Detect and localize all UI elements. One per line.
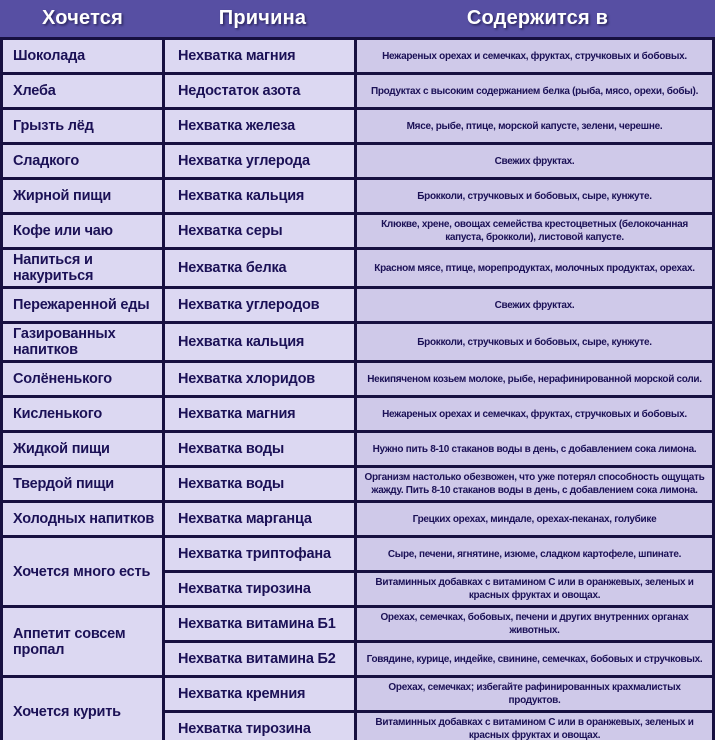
- craving-cell: Сладкого: [3, 145, 162, 177]
- table-row: [3, 503, 712, 535]
- source-cell: Нежареных орехах и семечках, фруктах, стручковых и бобовых.: [357, 40, 712, 72]
- cause-cell: Нехватка углеродов: [165, 289, 354, 321]
- cause-cell: Недостаток азота: [165, 75, 354, 107]
- craving-cell: Хлеба: [3, 75, 162, 107]
- craving-cell: Грызть лёд: [3, 110, 162, 142]
- table-row: [3, 678, 712, 710]
- column-header-cause: Причина: [218, 7, 307, 29]
- source-cell: Брокколи, стручковых и бобовых, сыре, кунжуте.: [357, 324, 712, 360]
- craving-cell: Кисленького: [3, 398, 162, 430]
- source-cell: Продуктах с высоким содержанием белка (рыба, мясо, орехи, бобы).: [357, 75, 712, 107]
- cause-cell: Нехватка витамина Б2: [165, 643, 354, 675]
- cause-cell: Нехватка железа: [165, 110, 354, 142]
- cause-cell: Нехватка кремния: [165, 678, 354, 710]
- cause-cell: Нехватка серы: [165, 215, 354, 247]
- craving-cell: Солёненького: [3, 363, 162, 395]
- table-row: [3, 250, 712, 286]
- cause-cell: Нехватка углерода: [165, 145, 354, 177]
- column-header-source: Содержится в: [466, 7, 609, 29]
- craving-cell: Шоколада: [3, 40, 162, 72]
- source-cell: Витаминных добавках с витамином С или в оранжевых, зеленых и красных фруктах и овощах.: [357, 573, 712, 605]
- table-row: [3, 468, 712, 500]
- cause-cell: Нехватка витамина Б1: [165, 608, 354, 640]
- source-cell: Нужно пить 8-10 стаканов воды в день, с добавлением сока лимона.: [357, 433, 712, 465]
- craving-cell: Кофе или чаю: [3, 215, 162, 247]
- table-row: [3, 215, 712, 247]
- source-cell: Свежих фруктах.: [357, 145, 712, 177]
- cause-cell: Нехватка белка: [165, 250, 354, 286]
- craving-cell: Аппетит совсем пропал: [3, 608, 162, 675]
- source-cell: Грецких орехах, миндале, орехах-пеканах, голубике: [357, 503, 712, 535]
- source-cell: Клюкве, хрене, овощах семейства крестоцветных (белокочанная капуста, брокколи), листовой капусте.: [357, 215, 712, 247]
- source-cell: Сыре, печени, ягнятине, изюме, сладком картофеле, шпинате.: [357, 538, 712, 570]
- source-cell: Некипяченом козьем молоке, рыбе, нерафинированной морской соли.: [357, 363, 712, 395]
- source-cell: Витаминных добавках с витамином С или в оранжевых, зеленых и красных фруктах и овощах.: [357, 713, 712, 740]
- cause-cell: Нехватка тирозина: [165, 713, 354, 740]
- craving-cell: Хочется много есть: [3, 538, 162, 605]
- craving-cell: Холодных напитков: [3, 503, 162, 535]
- craving-cell: Пережаренной еды: [3, 289, 162, 321]
- table-header-row: [0, 0, 715, 37]
- source-cell: Говядине, курице, индейке, свинине, семечках, бобовых и стручковых.: [357, 643, 712, 675]
- table-row: [3, 40, 712, 72]
- source-cell: Мясе, рыбе, птице, морской капусте, зелени, черешне.: [357, 110, 712, 142]
- cause-cell: Нехватка тирозина: [165, 573, 354, 605]
- cause-cell: Нехватка триптофана: [165, 538, 354, 570]
- table-row: [3, 145, 712, 177]
- cause-cell: Нехватка воды: [165, 468, 354, 500]
- table-row: [3, 289, 712, 321]
- table-row: [3, 180, 712, 212]
- cause-cell: Нехватка кальция: [165, 180, 354, 212]
- column-header-craving: Хочется: [42, 7, 123, 29]
- cause-cell: Нехватка кальция: [165, 324, 354, 360]
- table-row: [3, 538, 712, 570]
- table-row: [3, 75, 712, 107]
- source-cell: Организм настолько обезвожен, что уже потерял способность ощущать жажду. Пить 8-10 стаканов воды в день, с добавлением сока лимона.: [357, 468, 712, 500]
- cause-cell: Нехватка марганца: [165, 503, 354, 535]
- cause-cell: Нехватка воды: [165, 433, 354, 465]
- craving-cell: Твердой пищи: [3, 468, 162, 500]
- cravings-table: [0, 37, 715, 740]
- craving-cell: Напиться и накуриться: [3, 250, 162, 286]
- table-row: [3, 608, 712, 640]
- craving-cell: Жирной пищи: [3, 180, 162, 212]
- table-row: [3, 363, 712, 395]
- source-cell: Красном мясе, птице, морепродуктах, молочных продуктах, орехах.: [357, 250, 712, 286]
- source-cell: Брокколи, стручковых и бобовых, сыре, кунжуте.: [357, 180, 712, 212]
- cause-cell: Нехватка хлоридов: [165, 363, 354, 395]
- source-cell: Орехах, семечках; избегайте рафинированных крахмалистых продуктов.: [357, 678, 712, 710]
- craving-cell: Газированных напитков: [3, 324, 162, 360]
- table-row: [3, 433, 712, 465]
- source-cell: Нежареных орехах и семечках, фруктах, стручковых и бобовых.: [357, 398, 712, 430]
- craving-cell: Хочется курить: [3, 678, 162, 740]
- table-body: [3, 40, 712, 740]
- cause-cell: Нехватка магния: [165, 398, 354, 430]
- source-cell: Орехах, семечках, бобовых, печени и других внутренних органах животных.: [357, 608, 712, 640]
- table-row: [3, 110, 712, 142]
- source-cell: Свежих фруктах.: [357, 289, 712, 321]
- craving-cell: Жидкой пищи: [3, 433, 162, 465]
- table-row: [3, 324, 712, 360]
- table-row: [3, 398, 712, 430]
- cause-cell: Нехватка магния: [165, 40, 354, 72]
